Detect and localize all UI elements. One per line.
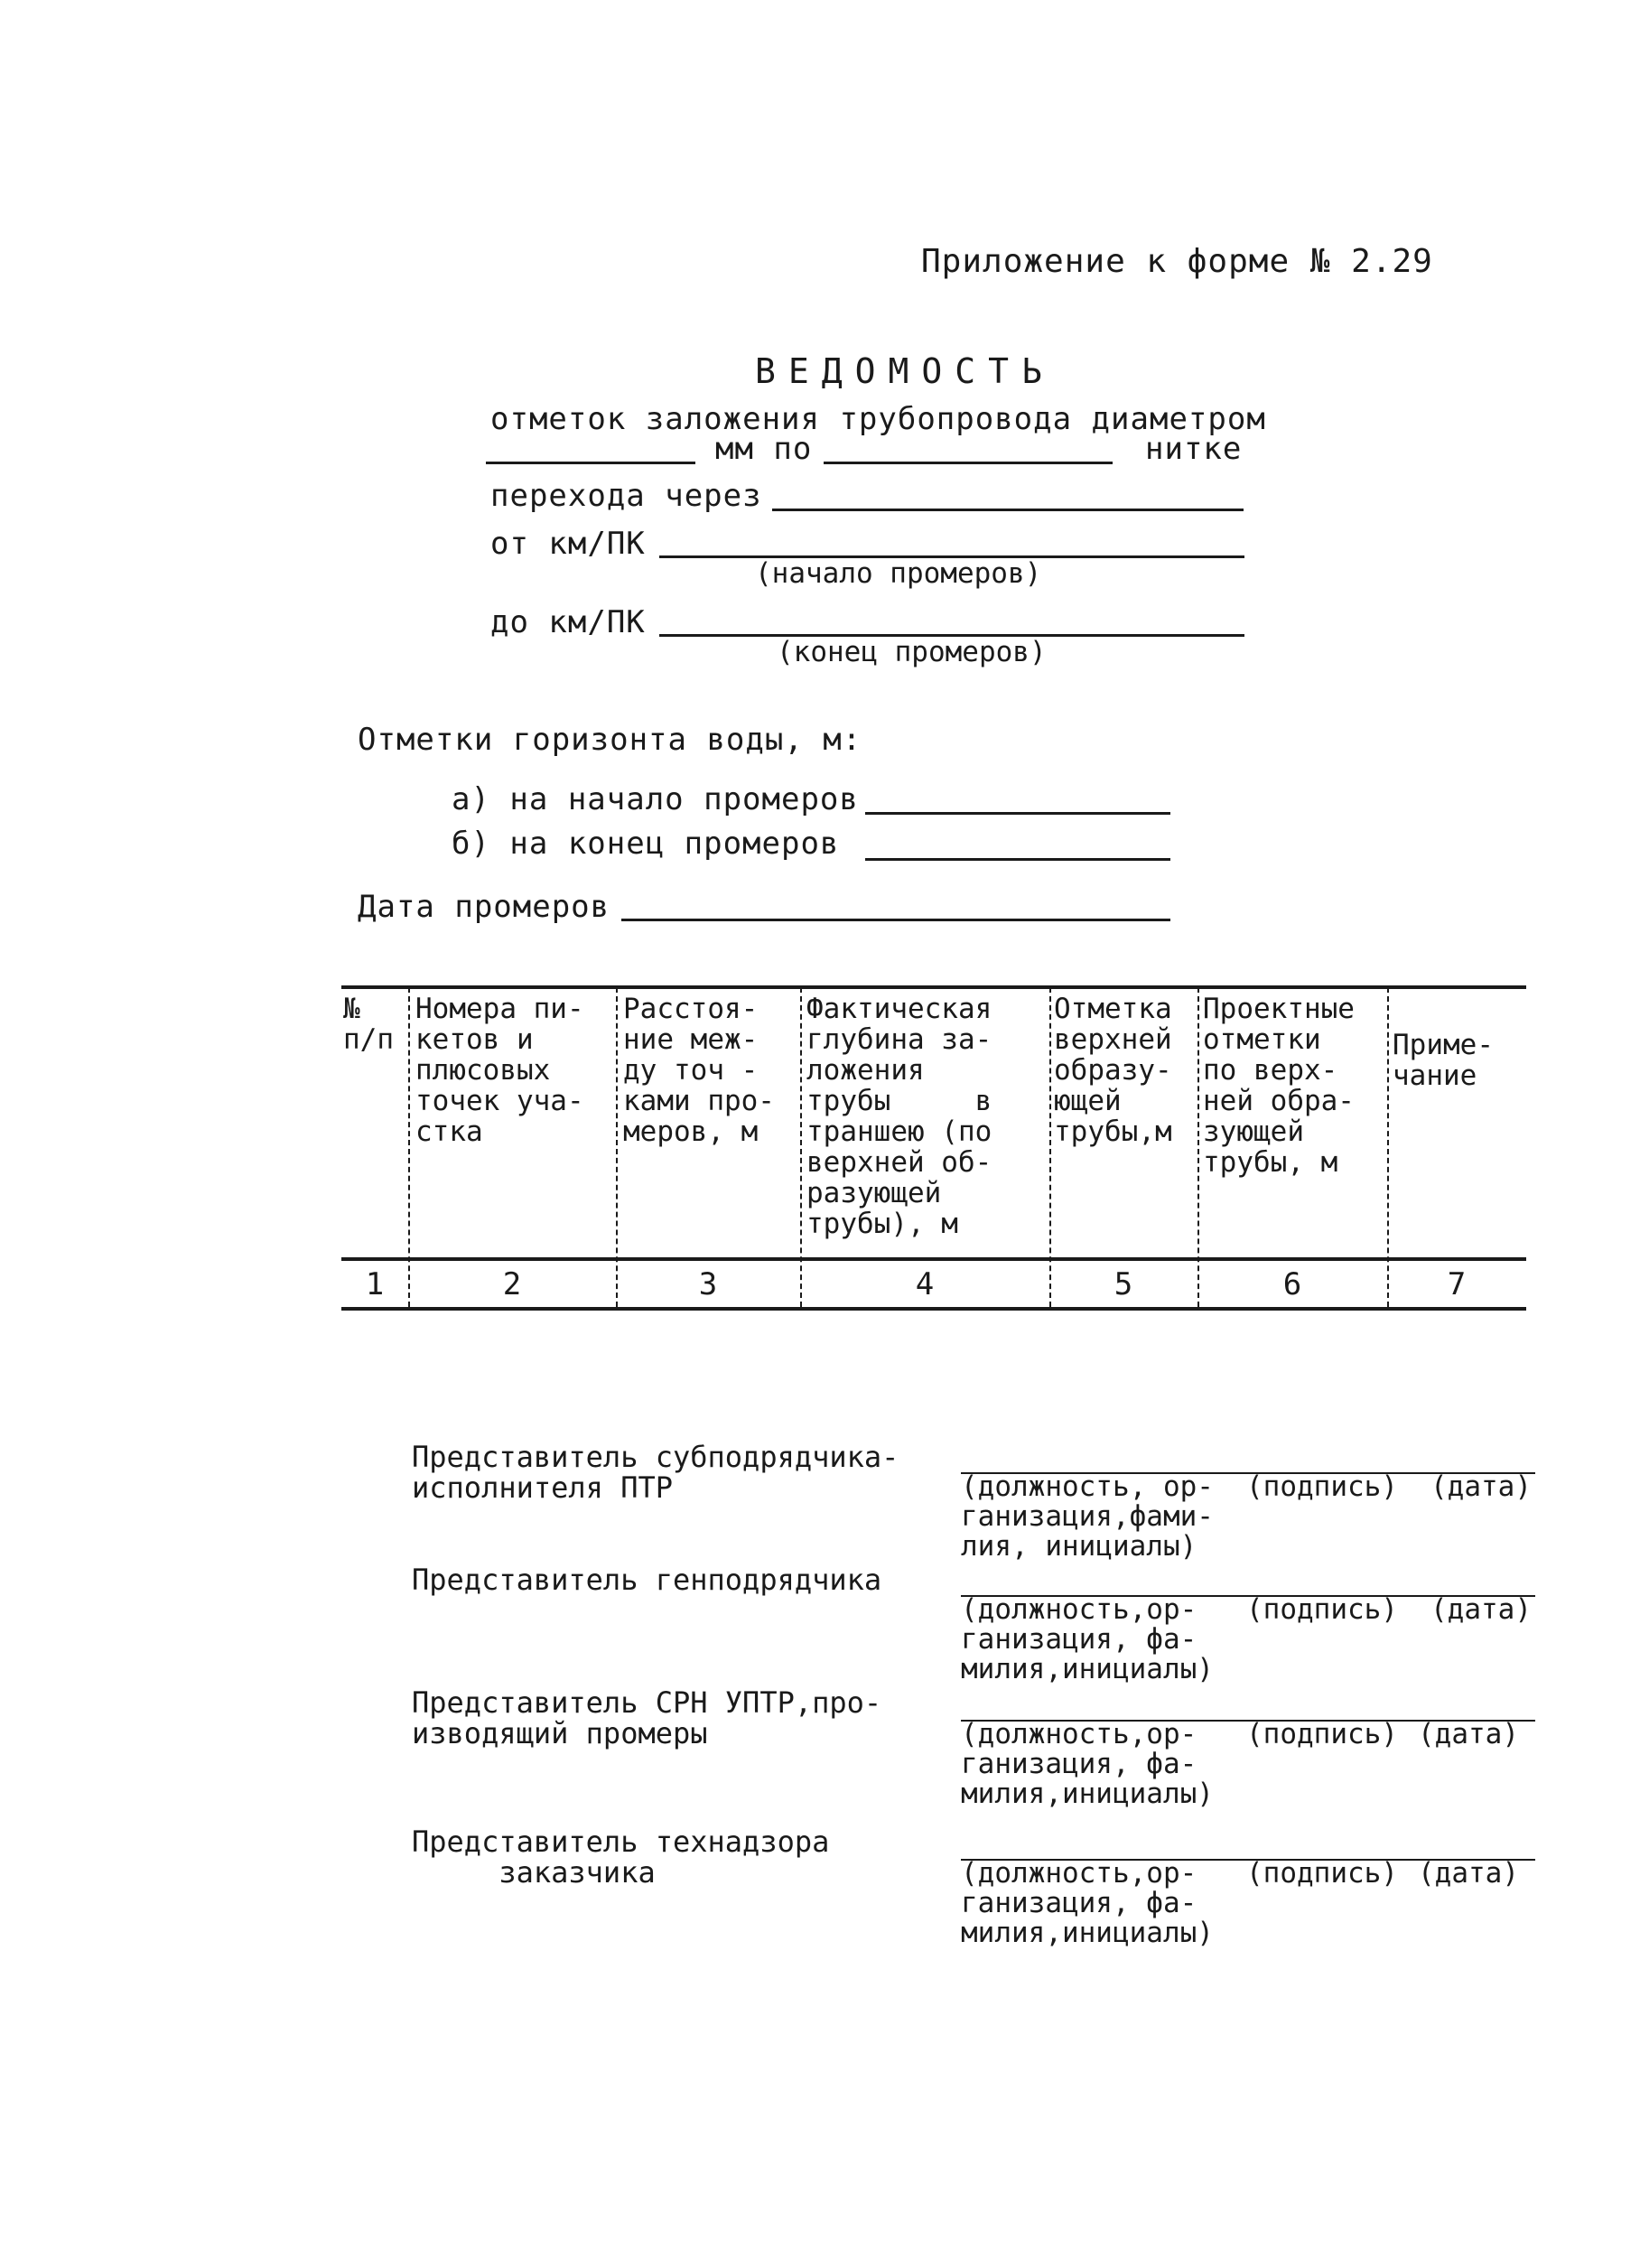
column-divider <box>1049 987 1051 1307</box>
crossing-blank[interactable] <box>772 509 1244 511</box>
column-number: 7 <box>1447 1266 1467 1302</box>
appendix-label: Приложение к форме № 2.29 <box>921 243 1433 280</box>
date-label: Дата промеров <box>358 889 610 925</box>
signature-caption: (должность, ор- ганизация,фами- лия, инициалы) <box>961 1470 1214 1563</box>
header-distance: Расстоя- ние меж- ду точ - ками про- меров, м <box>623 993 775 1148</box>
column-number: 6 <box>1282 1266 1302 1302</box>
column-divider <box>800 987 802 1307</box>
water-a-label: а) на начало промеров <box>452 781 859 817</box>
header-top-mark: Отметка верхней образу- ющей трубы,м <box>1054 993 1172 1148</box>
document-title: ВЕДОМОСТЬ <box>755 351 1055 391</box>
signature-date: (дата) <box>1418 1718 1519 1750</box>
signature-role: Представитель генподрядчика <box>412 1563 882 1597</box>
header-picket-numbers: Номера пи- кетов и плюсовых точек уча- стка <box>415 993 584 1148</box>
column-number: 3 <box>698 1266 718 1302</box>
column-divider <box>1197 987 1199 1307</box>
thread-blank[interactable] <box>824 462 1113 464</box>
signature-caption: (должность,ор- ганизация, фа- милия,инициалы) <box>961 1857 1214 1949</box>
signature-role: Представитель субподрядчика- исполнителя ПТР <box>412 1440 899 1505</box>
signature-sign: (подпись) <box>1246 1718 1398 1750</box>
from-caption: (начало промеров) <box>755 557 1042 590</box>
subtitle-mm-po: мм по <box>715 431 813 467</box>
header-design-marks: Проектные отметки по верх- ней обра- зующей трубы, м <box>1203 993 1355 1179</box>
signature-caption: (должность,ор- ганизация, фа- милия,инициалы) <box>961 1718 1214 1810</box>
column-number: 1 <box>365 1266 385 1302</box>
water-b-blank[interactable] <box>865 858 1170 861</box>
header-notes: Приме- чание <box>1393 1029 1494 1092</box>
signature-role: Представитель технадзора заказчика <box>412 1825 830 1890</box>
crossing-label: перехода через <box>490 478 762 514</box>
signature-role: Представитель СРН УПТР,про- изводящий промеры <box>412 1685 882 1750</box>
date-blank[interactable] <box>621 919 1170 921</box>
signature-sign: (подпись) <box>1246 1593 1398 1626</box>
table-bottom-border <box>341 1307 1526 1311</box>
signature-sign: (подпись) <box>1246 1470 1398 1503</box>
subtitle-nitke: нитке <box>1145 431 1243 467</box>
header-row-number: № п/п <box>343 993 394 1056</box>
diameter-blank[interactable] <box>486 462 695 464</box>
signature-caption: (должность,ор- ганизация, фа- милия,инициалы) <box>961 1593 1214 1685</box>
column-divider <box>1387 987 1389 1307</box>
to-caption: (конец промеров) <box>777 636 1047 668</box>
water-b-label: б) на конец промеров <box>452 826 840 862</box>
column-divider <box>616 987 618 1307</box>
to-label: до км/ПК <box>490 604 646 640</box>
column-number: 4 <box>915 1266 935 1302</box>
header-actual-depth: Фактическая глубина за- ложения трубы в траншею (по верхней об- разующей трубы), м <box>806 993 992 1240</box>
from-label: от км/ПК <box>490 526 646 562</box>
table-header-border <box>341 1257 1526 1261</box>
water-heading: Отметки горизонта воды, м: <box>358 722 862 758</box>
signature-date: (дата) <box>1418 1857 1519 1890</box>
table-top-border <box>341 985 1526 989</box>
column-number: 2 <box>502 1266 522 1302</box>
column-number: 5 <box>1114 1266 1133 1302</box>
signature-sign: (подпись) <box>1246 1857 1398 1890</box>
signature-date: (дата) <box>1430 1470 1532 1503</box>
column-divider <box>408 987 410 1307</box>
subtitle-line1: отметок заложения трубопровода диаметром <box>490 401 1266 437</box>
water-a-blank[interactable] <box>865 812 1170 815</box>
signature-date: (дата) <box>1430 1593 1532 1626</box>
